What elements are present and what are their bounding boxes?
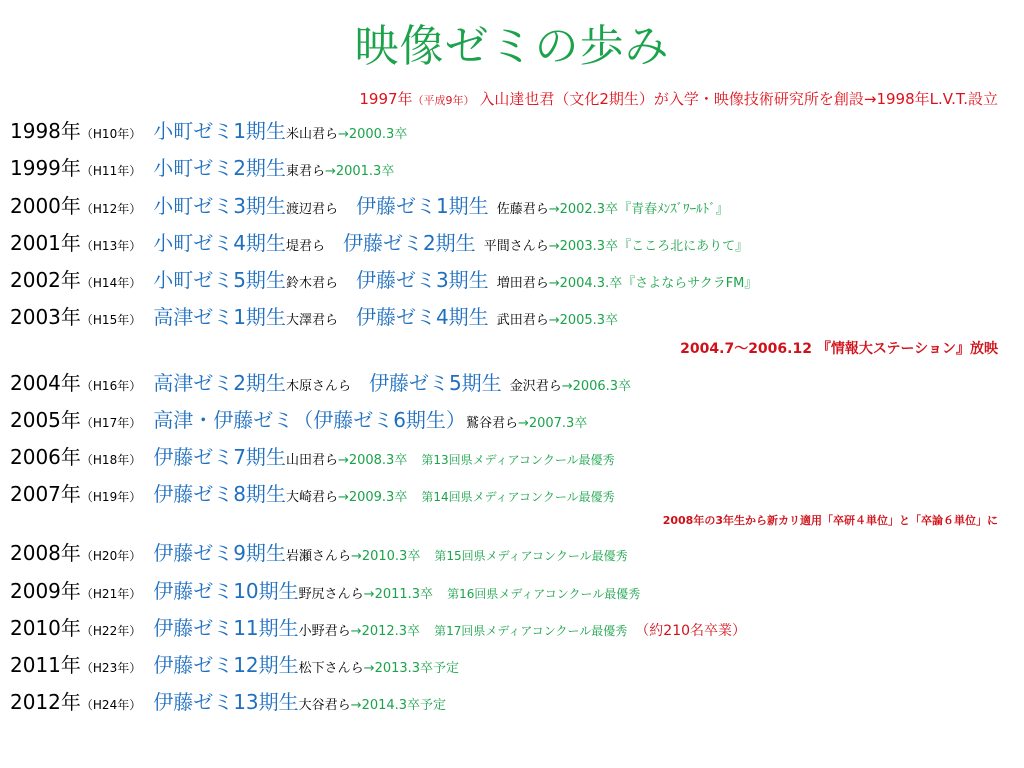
row-members: 鷲谷君ら [465, 416, 518, 431]
row-graduation: →2004.3.卒『さよならサクラFM』 [548, 276, 758, 291]
curriculum-note: 2008年の3年生から新カリ適用「卒研４単位」と「卒論６単位」に [662, 514, 998, 527]
row-members: 鈴木君ら [285, 276, 338, 291]
row-era: （H19年） [80, 490, 142, 504]
founding-year: 1997年 [359, 90, 413, 108]
row-era: （H21年） [80, 587, 142, 601]
timeline-row [10, 264, 757, 298]
timeline-row [10, 301, 618, 335]
row-members: 岩瀬さんら [285, 549, 351, 564]
row-zemi-second: 伊藤ゼミ4期生 [355, 305, 489, 329]
broadcast-note: 2004.7〜2006.12 『情報大ステーション』放映 [680, 341, 998, 357]
founding-text: 入山達也君（文化2期生）が入学・映像技術研究所を創設→1998年L.V.T.設立 [479, 90, 998, 108]
row-year: 1998年 [10, 119, 81, 143]
row-zemi: 伊藤ゼミ8期生 [153, 482, 286, 506]
row-total: （約210名卒業） [635, 623, 747, 639]
row-year: 2011年 [10, 653, 81, 677]
timeline-row [10, 404, 587, 438]
timeline-row [10, 227, 748, 261]
row-era: （H13年） [80, 239, 142, 253]
row-era: （H14年） [80, 276, 142, 290]
row-members: 堤君ら [285, 239, 325, 254]
row-award: 第15回県メディアコンクール最優秀 [434, 549, 628, 563]
row-year: 2006年 [10, 445, 81, 469]
row-award: 第14回県メディアコンクール最優秀 [421, 490, 615, 504]
row-zemi: 小町ゼミ2期生 [153, 156, 286, 180]
timeline-row [10, 367, 631, 401]
row-members: 松下さんら [298, 661, 364, 676]
row-award: 第17回県メディアコンクール最優秀 [434, 624, 628, 638]
row-members: 野尻さんら [298, 587, 364, 602]
row-members-second: 増田君ら [496, 276, 549, 291]
row-era: （H17年） [80, 416, 142, 430]
founding-note [359, 88, 998, 109]
founding-era: （平成9年） [412, 94, 475, 107]
timeline-row [10, 537, 628, 571]
row-graduation: →2006.3卒 [561, 379, 632, 394]
row-era: （H15年） [80, 313, 142, 327]
row-graduation: →2011.3卒 [363, 587, 434, 602]
row-year: 2004年 [10, 371, 81, 395]
row-graduation: →2005.3卒 [548, 313, 619, 328]
row-zemi: 小町ゼミ4期生 [153, 231, 286, 255]
row-zemi: 小町ゼミ5期生 [153, 268, 286, 292]
timeline-row [10, 612, 746, 646]
row-graduation: →2003.3卒『こころ北にありて』 [548, 239, 749, 254]
row-era: （H18年） [80, 453, 142, 467]
row-year: 2010年 [10, 616, 81, 640]
row-year: 2002年 [10, 268, 81, 292]
row-era: （H20年） [80, 549, 142, 563]
row-era: （H23年） [80, 661, 142, 675]
row-zemi: 高津ゼミ1期生 [153, 305, 286, 329]
row-year: 2012年 [10, 690, 81, 714]
row-era: （H24年） [80, 698, 142, 712]
row-zemi: 高津・伊藤ゼミ（伊藤ゼミ6期生） [153, 408, 466, 432]
row-zemi: 伊藤ゼミ13期生 [153, 690, 299, 714]
row-zemi-second: 伊藤ゼミ3期生 [355, 268, 489, 292]
row-era: （H22年） [80, 624, 142, 638]
row-members: 渡辺君ら [285, 202, 338, 217]
row-members-second: 金沢君ら [509, 379, 562, 394]
row-members-second: 佐藤君ら [496, 202, 549, 217]
row-award: 第16回県メディアコンクール最優秀 [447, 587, 641, 601]
row-members: 大崎君ら [285, 490, 338, 505]
row-members: 木原さんら [285, 379, 351, 394]
row-era: （H10年） [80, 127, 142, 141]
row-graduation: →2007.3卒 [517, 416, 588, 431]
row-members-second: 武田君ら [496, 313, 549, 328]
row-year: 2007年 [10, 482, 81, 506]
row-zemi-second: 伊藤ゼミ2期生 [342, 231, 476, 255]
row-year: 2003年 [10, 305, 81, 329]
row-graduation: →2009.3卒 [337, 490, 408, 505]
row-era: （H16年） [80, 379, 142, 393]
row-graduation: →2013.3卒予定 [363, 661, 460, 676]
row-zemi: 高津ゼミ2期生 [153, 371, 286, 395]
row-year: 2000年 [10, 194, 81, 218]
timeline-row [10, 649, 459, 683]
timeline-row [10, 152, 394, 186]
row-zemi: 伊藤ゼミ12期生 [153, 653, 299, 677]
page-title: 映像ゼミの歩み [354, 21, 670, 72]
row-year: 2008年 [10, 541, 81, 565]
row-zemi: 伊藤ゼミ7期生 [153, 445, 286, 469]
row-zemi: 伊藤ゼミ11期生 [153, 616, 299, 640]
row-graduation: →2002.3卒『青春ﾒﾝｽﾞﾜｰﾙﾄﾞ』 [548, 202, 729, 217]
row-year: 2001年 [10, 231, 81, 255]
row-year: 2005年 [10, 408, 81, 432]
row-members: 米山君ら [285, 127, 338, 142]
row-graduation: →2000.3卒 [337, 127, 408, 142]
row-graduation: →2001.3卒 [324, 164, 395, 179]
row-graduation: →2012.3卒 [350, 624, 421, 639]
row-year: 2009年 [10, 579, 81, 603]
row-graduation: →2008.3卒 [337, 453, 408, 468]
row-zemi: 伊藤ゼミ10期生 [153, 579, 299, 603]
row-zemi: 小町ゼミ1期生 [153, 119, 286, 143]
row-graduation: →2014.3卒予定 [350, 698, 447, 713]
row-era: （H11年） [80, 164, 142, 178]
row-zemi-second: 伊藤ゼミ5期生 [368, 371, 502, 395]
row-zemi: 伊藤ゼミ9期生 [153, 541, 286, 565]
row-era: （H12年） [80, 202, 142, 216]
row-members: 大澤君ら [285, 313, 338, 328]
row-year: 1999年 [10, 156, 81, 180]
row-award: 第13回県メディアコンクール最優秀 [421, 453, 615, 467]
row-members: 山田君ら [285, 453, 338, 468]
row-zemi-second: 伊藤ゼミ1期生 [355, 194, 489, 218]
timeline-row [10, 478, 615, 512]
row-members: 大谷君ら [298, 698, 351, 713]
timeline-row [10, 190, 729, 224]
row-graduation: →2010.3卒 [350, 549, 421, 564]
timeline-row [10, 115, 407, 149]
timeline-row [10, 441, 615, 475]
row-members: 小野君ら [298, 624, 351, 639]
row-zemi: 小町ゼミ3期生 [153, 194, 286, 218]
row-members-second: 平間さんら [483, 239, 549, 254]
row-members: 東君ら [285, 164, 325, 179]
timeline-row [10, 575, 640, 609]
timeline-row [10, 686, 446, 720]
